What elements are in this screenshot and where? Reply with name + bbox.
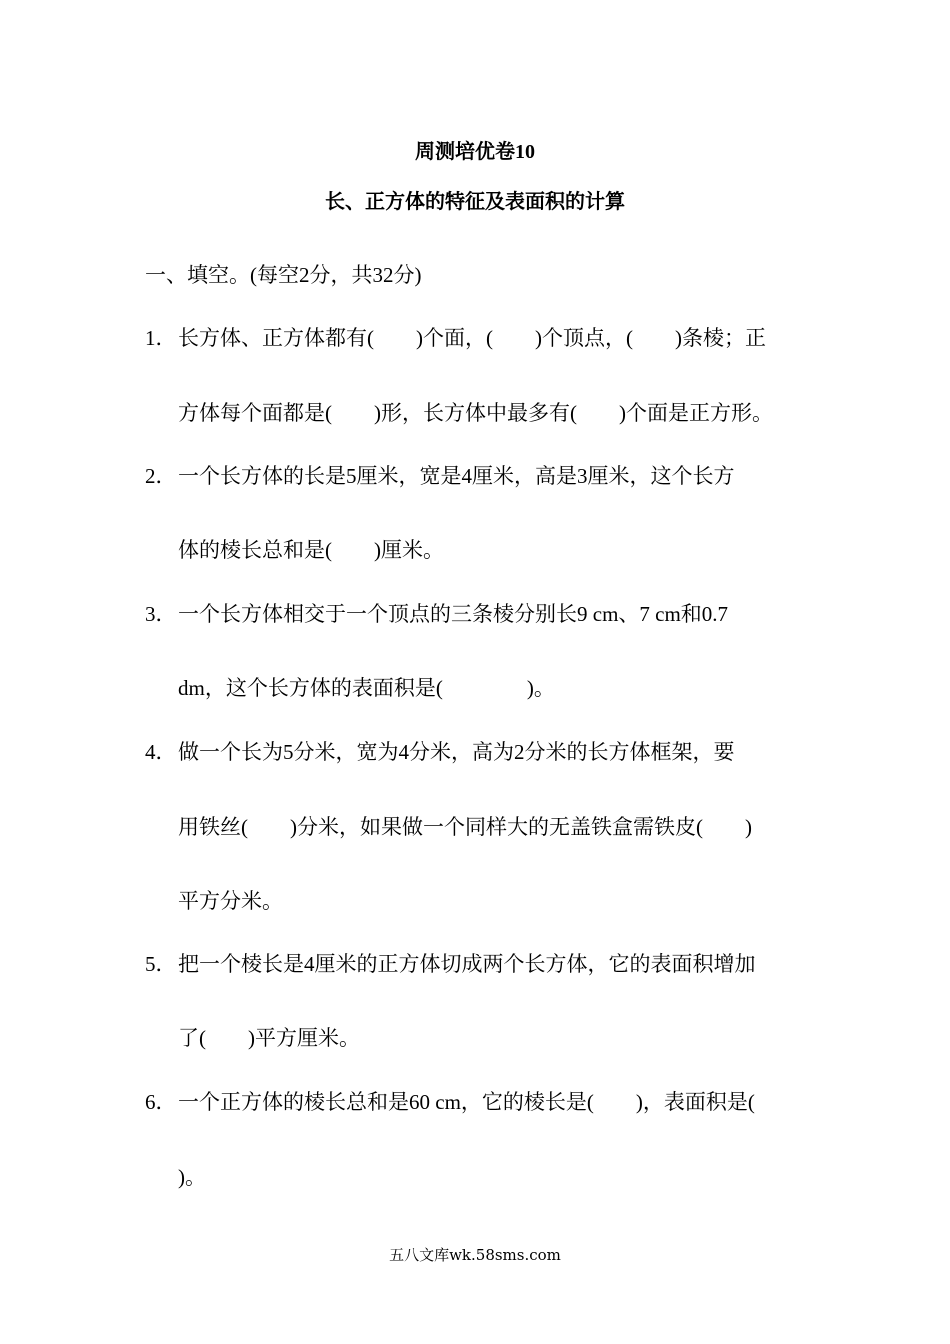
footer-watermark: 五八文库wk.58sms.com xyxy=(389,1246,561,1264)
question-line: 了( )平方厘米。 xyxy=(178,1026,360,1050)
question-number: 5． xyxy=(145,952,177,976)
question-line: dm，这个长方体的表面积是( )。 xyxy=(178,676,555,700)
question-line: 平方分米。 xyxy=(178,889,283,913)
question-line: 一个长方体的长是5厘米，宽是4厘米，高是3厘米，这个长方 xyxy=(178,464,735,488)
question-number: 3． xyxy=(145,602,177,626)
question-line: 一个长方体相交于一个顶点的三条棱分别长9 cm、7 cm和0.7 xyxy=(178,602,729,626)
question-line: 做一个长为5分米，宽为4分米，高为2分米的长方体框架，要 xyxy=(178,740,735,764)
question-line: 长方体、正方体都有( )个面，( )个顶点，( )条棱；正 xyxy=(178,326,766,350)
section-heading: 一、填空。(每空2分，共32分) xyxy=(145,263,422,287)
question-line: 把一个棱长是4厘米的正方体切成两个长方体，它的表面积增加 xyxy=(178,952,756,976)
question-number: 1． xyxy=(145,326,177,350)
page-subtitle: 长、正方体的特征及表面积的计算 xyxy=(325,191,625,213)
question-line: 一个正方体的棱长总和是60 cm，它的棱长是( )，表面积是( xyxy=(178,1090,755,1114)
question-number: 6． xyxy=(145,1090,177,1114)
question-line: )。 xyxy=(178,1165,206,1189)
page-title: 周测培优卷10 xyxy=(415,141,535,163)
question-number: 2． xyxy=(145,464,177,488)
question-line: 方体每个面都是( )形，长方体中最多有( )个面是正方形。 xyxy=(178,401,773,425)
question-number: 4． xyxy=(145,740,177,764)
question-line: 用铁丝( )分米，如果做一个同样大的无盖铁盒需铁皮( ) xyxy=(178,815,752,839)
question-line: 体的棱长总和是( )厘米。 xyxy=(178,538,444,562)
